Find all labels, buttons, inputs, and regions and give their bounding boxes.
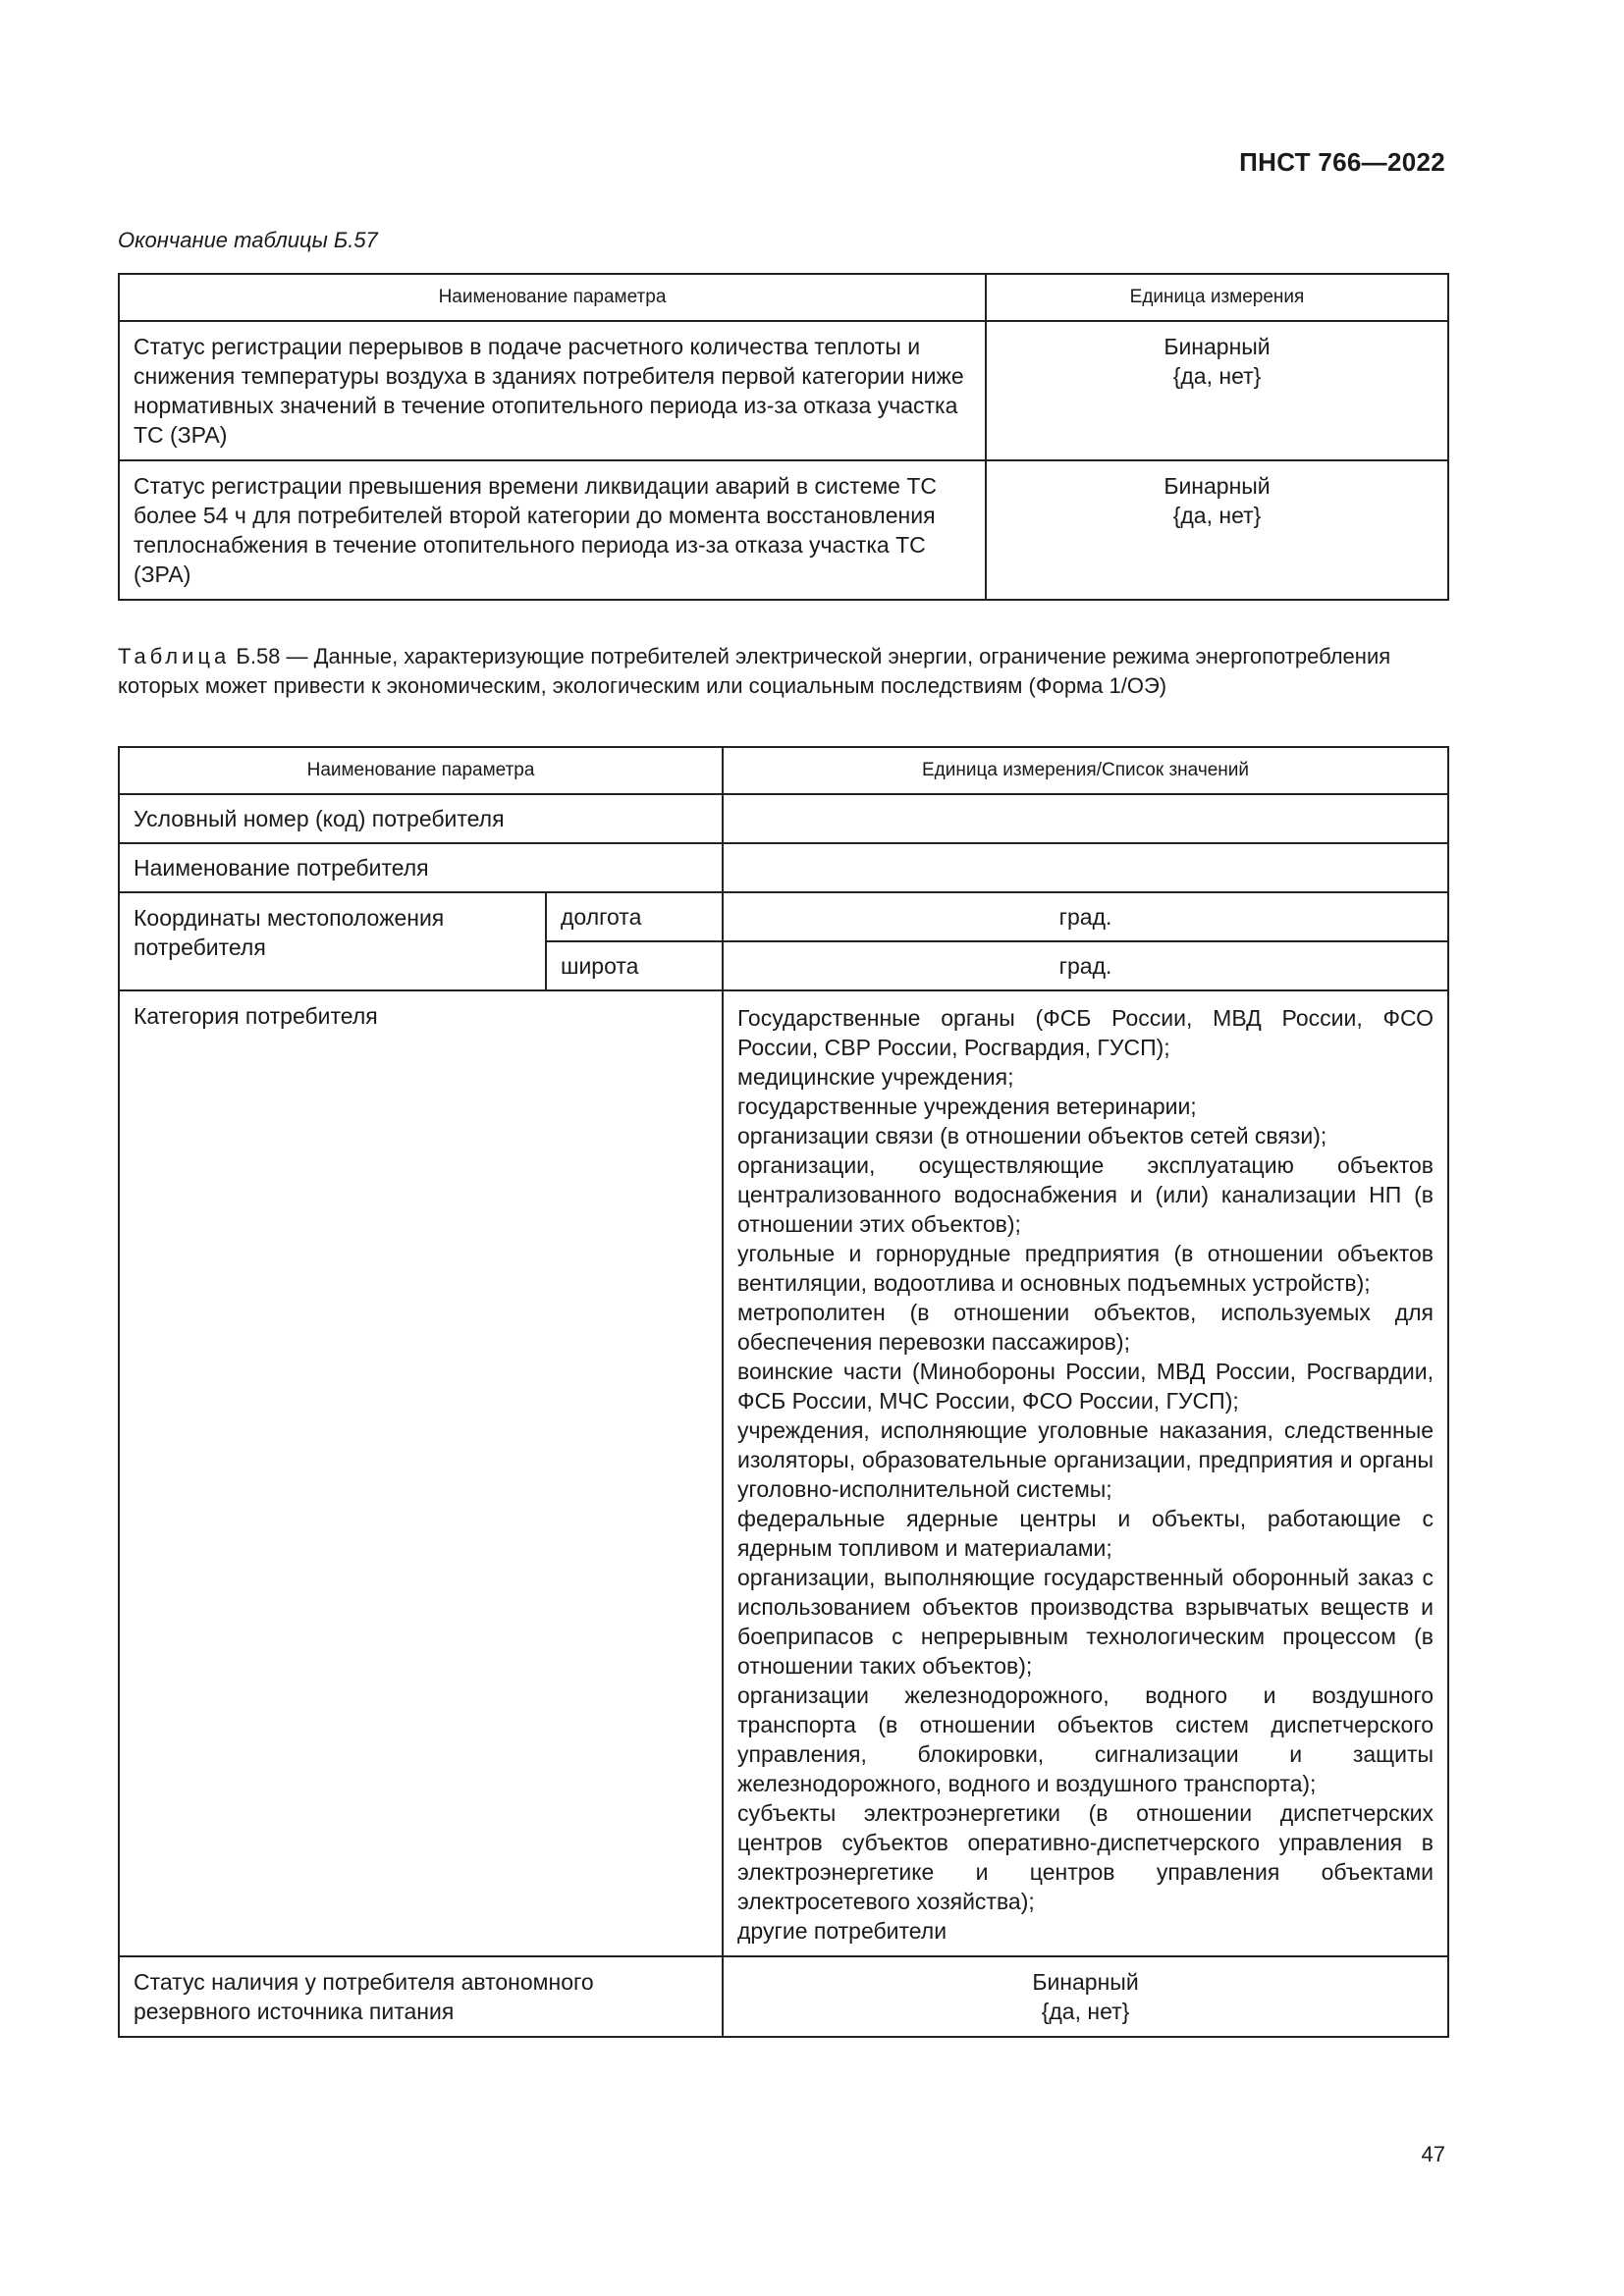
table-b58 bbox=[118, 746, 1449, 2038]
table-row bbox=[119, 321, 1448, 460]
category-label: Категория потребителя bbox=[119, 990, 723, 1956]
list-item: воинские части (Минобороны России, МВД России, Росгвардии, ФСБ России, МЧС России, ФСО России, ГУСП); bbox=[737, 1359, 1435, 1414]
table-row bbox=[119, 843, 1448, 892]
unit-cell bbox=[986, 321, 1448, 460]
consumer-code-value bbox=[723, 794, 1448, 843]
latitude-unit: град. bbox=[723, 941, 1448, 990]
category-values bbox=[723, 990, 1448, 1956]
table-row bbox=[119, 892, 1448, 941]
list-item: субъекты электроэнергетики (в отношении диспетчерских центров субъектов оперативно-диспетчерского управления в электроэнергетике и центров управления объектами электросетевого хозяйства); bbox=[737, 1800, 1435, 1914]
reserve-source-unit bbox=[723, 1956, 1448, 2037]
list-item: медицинские учреждения; bbox=[737, 1064, 1014, 1090]
list-item: организации железнодорожного, водного и воздушного транспорта (в отношении объектов систем диспетчерского управления, блокировки, сигнализации и защиты железнодорожного, водного и воздушного транспорта); bbox=[737, 1682, 1435, 1796]
unit-type: Бинарный bbox=[1164, 473, 1271, 499]
longitude-unit: град. bbox=[723, 892, 1448, 941]
table-row bbox=[119, 460, 1448, 600]
column-header-unit-values: Единица измерения/Список значений bbox=[723, 747, 1448, 794]
longitude-label: долгота bbox=[546, 892, 723, 941]
list-item: государственные учреждения ветеринарии; bbox=[737, 1094, 1197, 1119]
coordinates-label: Координаты местоположения потребителя bbox=[119, 892, 546, 990]
parameter-cell: Статус регистрации превышения времени ликвидации аварий в системе ТС более 54 ч для потребителей второй категории до момента восстановления теплоснабжения в течение отопительного периода из-за отказа участка ТС (ЗРА) bbox=[119, 460, 986, 600]
latitude-label: широта bbox=[546, 941, 723, 990]
table-row bbox=[119, 1956, 1448, 2037]
consumer-code-label: Условный номер (код) потребителя bbox=[119, 794, 723, 843]
table-row bbox=[119, 794, 1448, 843]
table-header-row bbox=[119, 274, 1448, 321]
list-item: Государственные органы (ФСБ России, МВД России, ФСО России, СВР России, Росгвардия, ГУСП); bbox=[737, 1005, 1435, 1060]
parameter-cell: Статус регистрации перерывов в подаче расчетного количества теплоты и снижения температуры воздуха в зданиях потребителя первой категории ниже нормативных значений в течение отопительного периода из-за отказа участка ТС (ЗРА) bbox=[119, 321, 986, 460]
unit-values: {да, нет} bbox=[1172, 363, 1262, 389]
list-item: учреждения, исполняющие уголовные наказания, следственные изоляторы, образовательные организации, предприятия и органы уголовно-исполнительной системы; bbox=[737, 1417, 1435, 1502]
list-item: федеральные ядерные центры и объекты, работающие с ядерным топливом и материалами; bbox=[737, 1506, 1435, 1561]
document-code: ПНСТ 766—2022 bbox=[1239, 147, 1445, 177]
table-header-row bbox=[119, 747, 1448, 794]
page-number: 47 bbox=[1421, 2142, 1445, 2166]
list-item: организации связи (в отношении объектов сетей связи); bbox=[737, 1123, 1327, 1148]
table-row bbox=[119, 990, 1448, 1956]
list-item: угольные и горнорудные предприятия (в отношении объектов вентиляции, водоотлива и основных подъемных устройств); bbox=[737, 1241, 1435, 1296]
unit-type: Бинарный bbox=[1164, 334, 1271, 359]
column-header-unit: Единица измерения bbox=[986, 274, 1448, 321]
table-title-text: Б.58 — Данные, характеризующие потребителей электрической энергии, ограничение режима энергопотребления которых может привести к экономическим, экологическим или социальным последствиям (Форма 1/ОЭ) bbox=[118, 644, 1391, 698]
column-header-parameter: Наименование параметра bbox=[119, 747, 723, 794]
list-item: организации, выполняющие государственный оборонный заказ с использованием объектов производства взрывчатых веществ и боеприпасов с непрерывным технологическим процессом (в отношении таких объектов); bbox=[737, 1565, 1435, 1679]
reserve-source-label: Статус наличия у потребителя автономного резервного источника питания bbox=[119, 1956, 723, 2037]
list-item: организации, осуществляющие эксплуатацию объектов централизованного водоснабжения и (или) канализации НП (в отношении этих объектов); bbox=[737, 1152, 1435, 1237]
table-continuation-caption: Окончание таблицы Б.57 bbox=[118, 228, 378, 252]
column-header-parameter: Наименование параметра bbox=[119, 274, 986, 321]
table-title bbox=[118, 642, 1449, 701]
unit-values: {да, нет} bbox=[1172, 503, 1262, 528]
consumer-name-label: Наименование потребителя bbox=[119, 843, 723, 892]
consumer-name-value bbox=[723, 843, 1448, 892]
table-b57 bbox=[118, 273, 1449, 601]
unit-values: {да, нет} bbox=[1041, 1999, 1130, 2024]
list-item: метрополитен (в отношении объектов, используемых для обеспечения перевозки пассажиров); bbox=[737, 1300, 1435, 1355]
list-item: другие потребители bbox=[737, 1918, 947, 1944]
unit-cell bbox=[986, 460, 1448, 600]
unit-type: Бинарный bbox=[1032, 1969, 1139, 1995]
table-title-label: Таблица bbox=[118, 644, 231, 668]
